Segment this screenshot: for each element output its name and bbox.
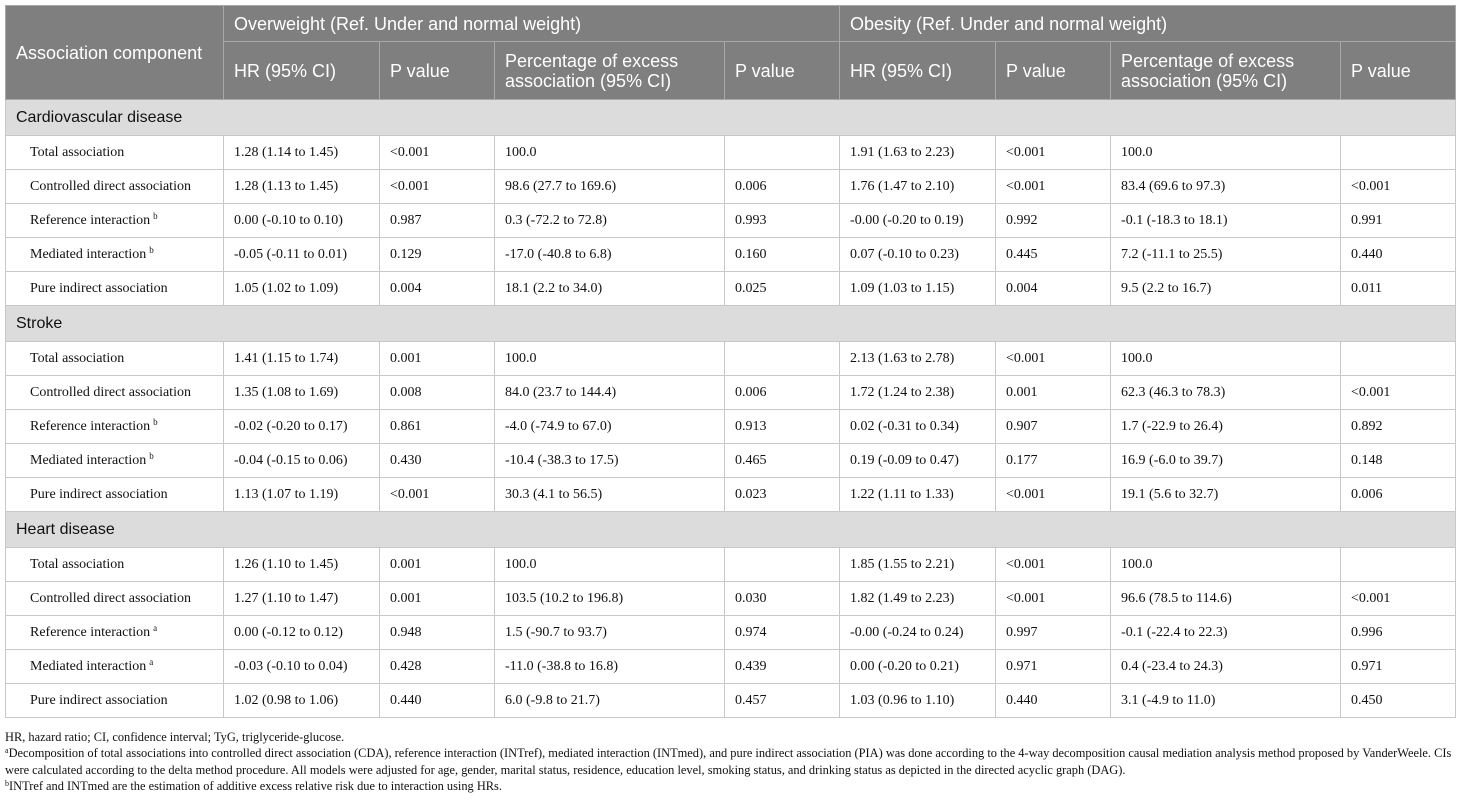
table-cell: 0.993 <box>725 204 840 238</box>
results-table-container <box>5 5 1455 718</box>
row-label: Reference interaction <box>30 624 151 640</box>
table-cell: 0.004 <box>380 272 495 306</box>
table-cell: 100.0 <box>1111 548 1341 582</box>
table-cell: 100.0 <box>495 342 725 376</box>
row-label: Controlled direct association <box>30 384 191 400</box>
table-cell: 1.26 (1.10 to 1.45) <box>224 548 380 582</box>
header-col-excess: Percentage of excess association (95% CI) <box>495 42 725 100</box>
row-label: Mediated interaction <box>30 658 147 674</box>
table-cell: 0.450 <box>1341 684 1456 718</box>
row-label-cell <box>6 342 224 376</box>
table-cell: 18.1 (2.2 to 34.0) <box>495 272 725 306</box>
table-cell: 0.07 (-0.10 to 0.23) <box>840 238 996 272</box>
table-cell: 0.996 <box>1341 616 1456 650</box>
footnote-mark: a <box>5 746 9 756</box>
table-cell: 1.82 (1.49 to 2.23) <box>840 582 996 616</box>
table-cell: <0.001 <box>380 136 495 170</box>
table-cell: 1.27 (1.10 to 1.47) <box>224 582 380 616</box>
row-label: Mediated interaction <box>30 246 147 262</box>
table-cell: -0.02 (-0.20 to 0.17) <box>224 410 380 444</box>
table-cell: 1.7 (-22.9 to 26.4) <box>1111 410 1341 444</box>
table-cell: -0.05 (-0.11 to 0.01) <box>224 238 380 272</box>
table-cell: 7.2 (-11.1 to 25.5) <box>1111 238 1341 272</box>
row-label: Pure indirect association <box>30 692 168 708</box>
table-row <box>6 170 1456 204</box>
row-label: Total association <box>30 350 125 366</box>
table-cell: 84.0 (23.7 to 144.4) <box>495 376 725 410</box>
mediation-results-table <box>5 5 1456 718</box>
table-cell: <0.001 <box>996 582 1111 616</box>
table-cell: 0.148 <box>1341 444 1456 478</box>
table-cell: 1.76 (1.47 to 2.10) <box>840 170 996 204</box>
table-cell: 0.992 <box>996 204 1111 238</box>
row-label: Total association <box>30 556 125 572</box>
table-cell: -17.0 (-40.8 to 6.8) <box>495 238 725 272</box>
table-cell: 0.440 <box>380 684 495 718</box>
table-row <box>6 272 1456 306</box>
header-col-p: P value <box>1341 42 1456 100</box>
row-label-cell <box>6 238 224 272</box>
table-cell: 1.05 (1.02 to 1.09) <box>224 272 380 306</box>
table-cell: 0.001 <box>380 342 495 376</box>
table-cell: 1.35 (1.08 to 1.69) <box>224 376 380 410</box>
table-cell: -0.04 (-0.15 to 0.06) <box>224 444 380 478</box>
table-cell: 0.440 <box>1341 238 1456 272</box>
header-col-p: P value <box>380 42 495 100</box>
table-cell: -0.1 (-22.4 to 22.3) <box>1111 616 1341 650</box>
table-cell: 0.907 <box>996 410 1111 444</box>
table-cell: 0.457 <box>725 684 840 718</box>
row-label-cell <box>6 582 224 616</box>
table-cell: 0.006 <box>725 376 840 410</box>
table-cell: 0.011 <box>1341 272 1456 306</box>
table-cell: <0.001 <box>996 170 1111 204</box>
table-cell: 1.85 (1.55 to 2.21) <box>840 548 996 582</box>
table-cell: 0.177 <box>996 444 1111 478</box>
table-cell <box>725 548 840 582</box>
table-cell: 1.91 (1.63 to 2.23) <box>840 136 996 170</box>
table-cell: -11.0 (-38.8 to 16.8) <box>495 650 725 684</box>
table-header <box>6 6 1456 100</box>
table-cell <box>1341 548 1456 582</box>
footnote-marker: b <box>153 416 158 427</box>
table-cell: 100.0 <box>495 548 725 582</box>
table-cell: 2.13 (1.63 to 2.78) <box>840 342 996 376</box>
header-association-component: Association component <box>6 6 224 100</box>
footnote-marker: a <box>153 622 158 633</box>
table-cell: 0.006 <box>725 170 840 204</box>
table-cell: -10.4 (-38.3 to 17.5) <box>495 444 725 478</box>
row-label: Reference interaction <box>30 212 151 228</box>
table-cell: 0.02 (-0.31 to 0.34) <box>840 410 996 444</box>
row-label-cell <box>6 272 224 306</box>
table-row <box>6 616 1456 650</box>
table-cell: 0.430 <box>380 444 495 478</box>
header-group-obesity: Obesity (Ref. Under and normal weight) <box>840 6 1456 42</box>
table-cell: 0.440 <box>996 684 1111 718</box>
table-row <box>6 376 1456 410</box>
table-cell: 0.913 <box>725 410 840 444</box>
row-label-cell <box>6 444 224 478</box>
table-row <box>6 650 1456 684</box>
table-cell: 0.00 (-0.10 to 0.10) <box>224 204 380 238</box>
table-cell: 0.974 <box>725 616 840 650</box>
table-cell: 98.6 (27.7 to 169.6) <box>495 170 725 204</box>
table-cell: 0.3 (-72.2 to 72.8) <box>495 204 725 238</box>
table-cell: 62.3 (46.3 to 78.3) <box>1111 376 1341 410</box>
section-title: Heart disease <box>6 512 1456 548</box>
table-cell: 0.00 (-0.20 to 0.21) <box>840 650 996 684</box>
footnote-marker: b <box>153 210 158 221</box>
table-cell: 1.28 (1.14 to 1.45) <box>224 136 380 170</box>
table-cell: 0.008 <box>380 376 495 410</box>
table-cell: 103.5 (10.2 to 196.8) <box>495 582 725 616</box>
table-row <box>6 548 1456 582</box>
table-cell: 0.00 (-0.12 to 0.12) <box>224 616 380 650</box>
table-cell: 0.001 <box>380 582 495 616</box>
table-cell: 0.861 <box>380 410 495 444</box>
table-cell: 100.0 <box>1111 136 1341 170</box>
table-cell: <0.001 <box>996 548 1111 582</box>
row-label: Total association <box>30 144 125 160</box>
table-cell: <0.001 <box>996 478 1111 512</box>
table-cell: <0.001 <box>1341 170 1456 204</box>
table-cell: 1.22 (1.11 to 1.33) <box>840 478 996 512</box>
table-cell: 1.5 (-90.7 to 93.7) <box>495 616 725 650</box>
table-cell: <0.001 <box>1341 376 1456 410</box>
table-cell: 83.4 (69.6 to 97.3) <box>1111 170 1341 204</box>
row-label-cell <box>6 650 224 684</box>
footnote <box>5 745 1455 778</box>
table-cell: 0.997 <box>996 616 1111 650</box>
table-cell: <0.001 <box>996 136 1111 170</box>
header-group-overweight: Overweight (Ref. Under and normal weight) <box>224 6 840 42</box>
table-cell: 1.41 (1.15 to 1.74) <box>224 342 380 376</box>
table-cell: 0.19 (-0.09 to 0.47) <box>840 444 996 478</box>
table-cell: 0.892 <box>1341 410 1456 444</box>
table-cell: 0.4 (-23.4 to 24.3) <box>1111 650 1341 684</box>
table-cell <box>725 136 840 170</box>
row-label-cell <box>6 616 224 650</box>
table-cell: 1.28 (1.13 to 1.45) <box>224 170 380 204</box>
table-row <box>6 410 1456 444</box>
table-cell: 0.971 <box>1341 650 1456 684</box>
table-cell <box>1341 342 1456 376</box>
table-cell <box>1341 136 1456 170</box>
table-cell: 0.030 <box>725 582 840 616</box>
row-label: Controlled direct association <box>30 590 191 606</box>
table-cell <box>725 342 840 376</box>
footnote-text: INTref and INTmed are the estimation of additive excess relative risk due to interaction using HRs. <box>9 779 502 794</box>
table-row <box>6 136 1456 170</box>
footnote <box>5 778 1455 794</box>
header-col-excess: Percentage of excess association (95% CI) <box>1111 42 1341 100</box>
table-cell: 0.439 <box>725 650 840 684</box>
footnote-marker: b <box>149 450 154 461</box>
table-cell: 100.0 <box>495 136 725 170</box>
header-col-hr: HR (95% CI) <box>840 42 996 100</box>
row-label-cell <box>6 376 224 410</box>
table-cell: 3.1 (-4.9 to 11.0) <box>1111 684 1341 718</box>
table-cell: 16.9 (-6.0 to 39.7) <box>1111 444 1341 478</box>
footnote-marker: b <box>149 244 154 255</box>
table-cell: 1.09 (1.03 to 1.15) <box>840 272 996 306</box>
row-label-cell <box>6 548 224 582</box>
table-cell: 9.5 (2.2 to 16.7) <box>1111 272 1341 306</box>
row-label: Pure indirect association <box>30 486 168 502</box>
table-row <box>6 684 1456 718</box>
table-cell: <0.001 <box>996 342 1111 376</box>
header-col-hr: HR (95% CI) <box>224 42 380 100</box>
table-cell: -0.00 (-0.20 to 0.19) <box>840 204 996 238</box>
table-row <box>6 478 1456 512</box>
table-body <box>6 100 1456 718</box>
row-label: Controlled direct association <box>30 178 191 194</box>
table-row <box>6 582 1456 616</box>
row-label: Mediated interaction <box>30 452 147 468</box>
table-cell: 0.006 <box>1341 478 1456 512</box>
table-cell: 0.987 <box>380 204 495 238</box>
row-label-cell <box>6 204 224 238</box>
table-row <box>6 342 1456 376</box>
section-row <box>6 512 1456 548</box>
table-cell: 0.971 <box>996 650 1111 684</box>
table-cell: 0.023 <box>725 478 840 512</box>
header-col-p: P value <box>725 42 840 100</box>
header-col-p: P value <box>996 42 1111 100</box>
table-cell: 1.02 (0.98 to 1.06) <box>224 684 380 718</box>
section-row <box>6 306 1456 342</box>
section-row <box>6 100 1456 136</box>
row-label-cell <box>6 410 224 444</box>
table-cell: 1.03 (0.96 to 1.10) <box>840 684 996 718</box>
table-cell: 0.025 <box>725 272 840 306</box>
table-cell: 0.004 <box>996 272 1111 306</box>
table-cell: 0.129 <box>380 238 495 272</box>
table-cell: 0.948 <box>380 616 495 650</box>
table-cell: 0.001 <box>380 548 495 582</box>
row-label: Pure indirect association <box>30 280 168 296</box>
table-row <box>6 204 1456 238</box>
table-cell: 0.445 <box>996 238 1111 272</box>
table-cell: 19.1 (5.6 to 32.7) <box>1111 478 1341 512</box>
table-cell: 0.001 <box>996 376 1111 410</box>
table-row <box>6 444 1456 478</box>
row-label-cell <box>6 684 224 718</box>
table-cell: 0.160 <box>725 238 840 272</box>
table-cell: 30.3 (4.1 to 56.5) <box>495 478 725 512</box>
row-label: Reference interaction <box>30 418 151 434</box>
footnote <box>5 729 1455 745</box>
footnote-marker: a <box>149 656 154 667</box>
row-label-cell <box>6 170 224 204</box>
table-footnotes <box>5 729 1455 795</box>
table-cell: 100.0 <box>1111 342 1341 376</box>
table-cell: <0.001 <box>1341 582 1456 616</box>
table-cell: 96.6 (78.5 to 114.6) <box>1111 582 1341 616</box>
table-row <box>6 238 1456 272</box>
row-label-cell <box>6 478 224 512</box>
table-cell: -0.00 (-0.24 to 0.24) <box>840 616 996 650</box>
table-cell: 0.991 <box>1341 204 1456 238</box>
table-cell: 0.428 <box>380 650 495 684</box>
row-label-cell <box>6 136 224 170</box>
table-cell: -0.03 (-0.10 to 0.04) <box>224 650 380 684</box>
table-cell: 0.465 <box>725 444 840 478</box>
table-cell: -0.1 (-18.3 to 18.1) <box>1111 204 1341 238</box>
table-cell: 6.0 (-9.8 to 21.7) <box>495 684 725 718</box>
table-cell: 1.13 (1.07 to 1.19) <box>224 478 380 512</box>
table-cell: <0.001 <box>380 478 495 512</box>
footnote-text: HR, hazard ratio; CI, confidence interval; TyG, triglyceride-glucose. <box>5 730 345 744</box>
section-title: Stroke <box>6 306 1456 342</box>
table-cell: 1.72 (1.24 to 2.38) <box>840 376 996 410</box>
section-title: Cardiovascular disease <box>6 100 1456 136</box>
table-cell: -4.0 (-74.9 to 67.0) <box>495 410 725 444</box>
table-cell: <0.001 <box>380 170 495 204</box>
footnote-mark: b <box>5 779 9 789</box>
footnote-text: Decomposition of total associations into controlled direct association (CDA), reference interaction (INTref), mediated interaction (INTmed), and pure indirect association (PIA) was done according to the 4-way decomposition causal mediation analysis method proposed by VanderWeele. CIs were calculated according to the delta method procedure. All models were adjusted for age, gender, marital status, residence, education level, smoking status, and drinking status as depicted in the directed acyclic graph (DAG). <box>5 746 1452 777</box>
